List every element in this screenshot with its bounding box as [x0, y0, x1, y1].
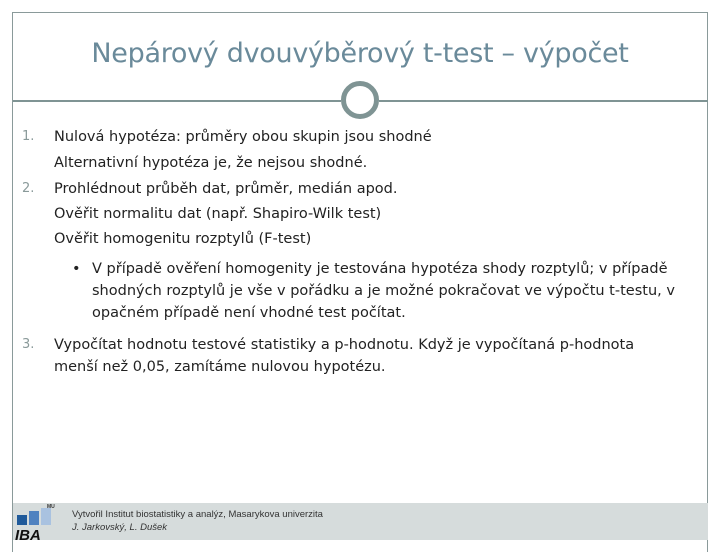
sub-bullet — [72, 258, 682, 324]
iba-logo — [14, 503, 59, 540]
list-item-text: Vypočítat hodnotu testové statistiky a p-hodnotu. Když je vypočítaná p-hodnota — [54, 337, 635, 353]
slide-title: Nepárový dvouvýběrový t-test – výpočet — [91, 38, 629, 69]
footer-institute: Vytvořil Institut biostatistiky a analýz, Masarykova univerzita — [72, 509, 323, 520]
list-item-text: Prohlédnout průběh dat, průměr, medián apod. — [54, 181, 398, 197]
list-item-text: menší než 0,05, zamítáme nulovou hypotézu. — [54, 359, 386, 375]
item-number: 3. — [22, 337, 35, 352]
divider-right — [379, 100, 708, 102]
logo-mu-text: MU — [47, 504, 55, 510]
footer-credits — [72, 508, 323, 534]
item-number: 1. — [22, 129, 35, 144]
ring-ornament-icon — [341, 81, 379, 119]
svg-text:IBA: IBA — [15, 527, 41, 540]
sub-bullet-text: V případě ověření homogenity je testována hypotéza shody rozptylů; v případě shodných rozptylů je vše v pořádku a je možné pokračovat ve výpočtu t-testu, v opačném případě není vhodné test počítat. — [92, 261, 675, 321]
list-item-text: Alternativní hypotéza je, že nejsou shodné. — [54, 155, 368, 171]
item-number: 2. — [22, 181, 35, 196]
bullet-icon: • — [72, 261, 81, 277]
divider-left — [13, 100, 341, 102]
footer-authors: J. Jarkovský, L. Dušek — [72, 522, 168, 533]
list-item-text: Ověřit normalitu dat (např. Shapiro-Wilk test) — [54, 206, 382, 222]
list-item-text: Ověřit homogenitu rozptylů (F-test) — [54, 231, 312, 247]
list-item-text: Nulová hypotéza: průměry obou skupin jsou shodné — [54, 129, 432, 145]
